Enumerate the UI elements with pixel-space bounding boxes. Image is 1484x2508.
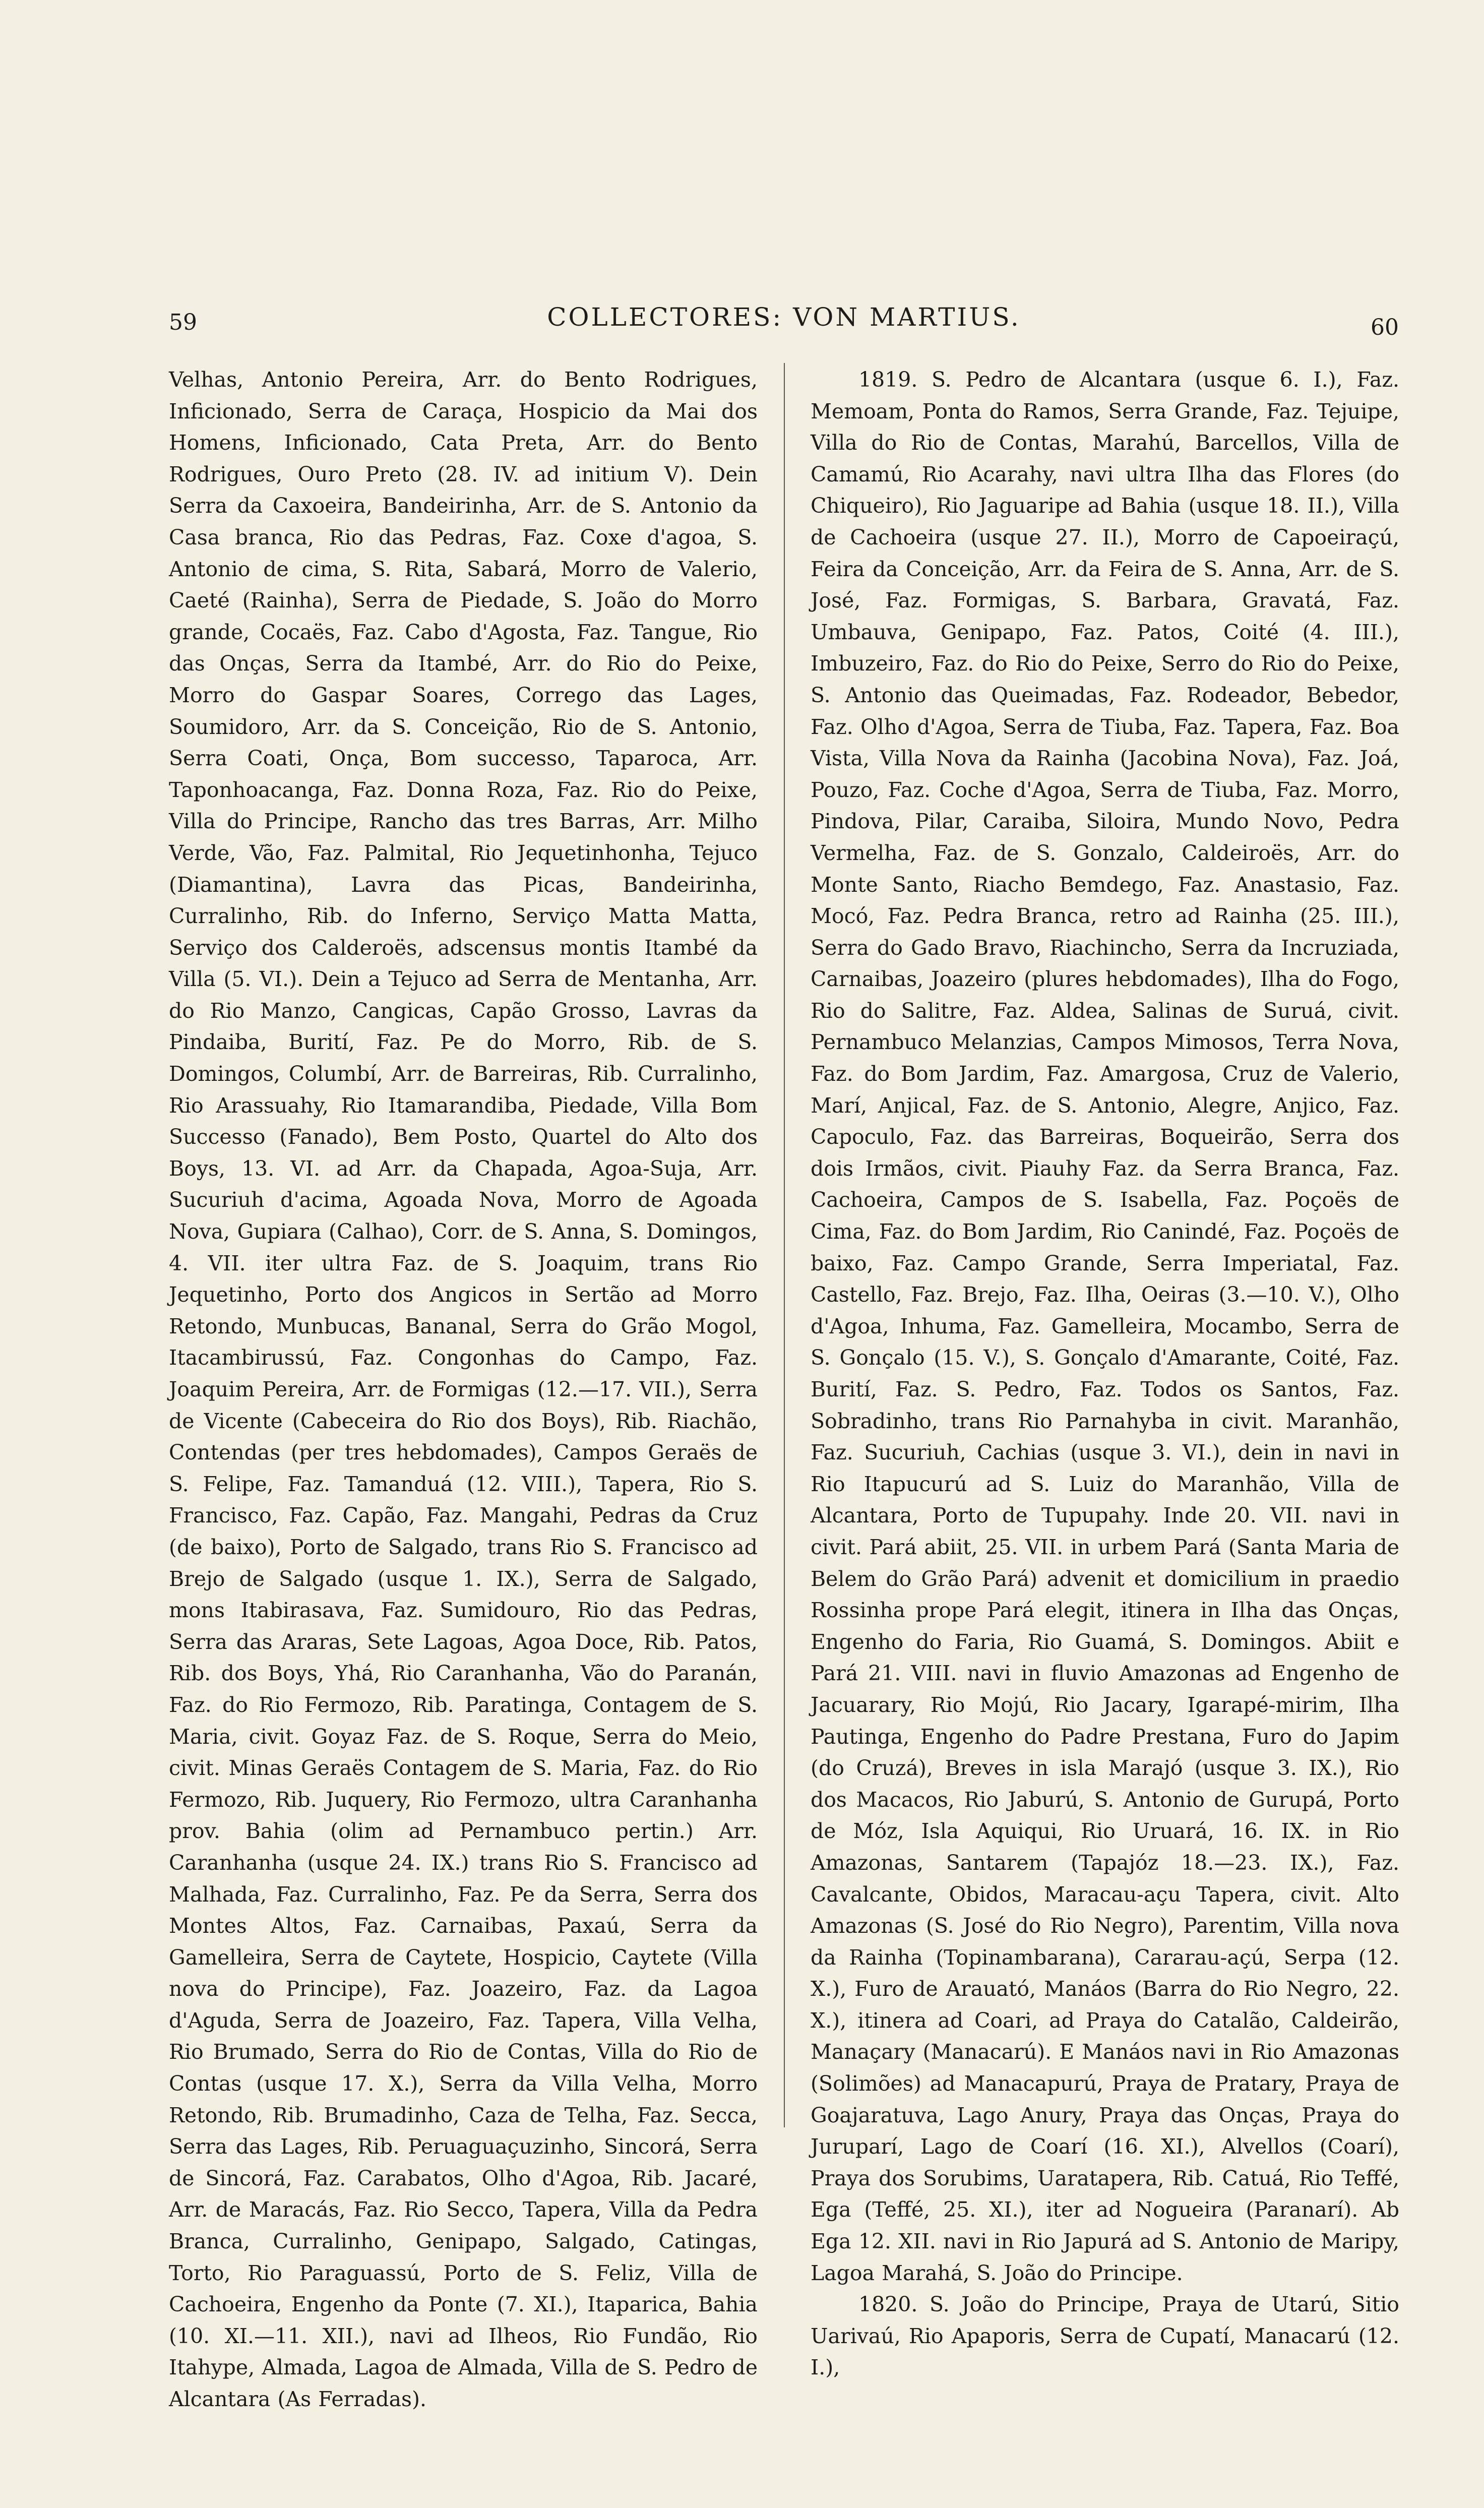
right-column <box>811 364 1399 2383</box>
running-head: COLLECTORES: VON MARTIUS. <box>547 302 1021 332</box>
right-page-number: 60 <box>1371 315 1399 340</box>
column-divider <box>784 363 785 2127</box>
right-paragraph-1819: 1819. S. Pedro de Alcantara (usque 6. I.), Faz. Memoam, Ponta do Ramos, Serra Grande, Faz. Tejuipe, Villa do Rio de Contas, Marahú, Barcellos, Villa de Camamú, Rio Acarahy, navi ultra Ilha das Flores (do Chiqueiro), Rio Jaguaripe ad Bahia (usque 18. II.), Villa de Cachoeira (usque 27. II.), Morro de Capoeiraçú, Feira da Conceição, Arr. da Feira de S. Anna, Arr. de S. José, Faz. Formigas, S. Barbara, Gravatá, Faz. Umbauva, Genipapo, Faz. Patos, Coité (4. III.), Imbuzeiro, Faz. do Rio do Peixe, Serro do Rio do Peixe, S. Antonio das Queimadas, Faz. Rodeador, Bebedor, Faz. Olho d'Agoa, Serra de Tiuba, Faz. Tapera, Faz. Boa Vista, Villa Nova da Rainha (Jacobina Nova), Faz. Joá, Pouzo, Faz. Coche d'Agoa, Serra de Tiuba, Faz. Morro, Pindova, Pilar, Caraiba, Siloira, Mundo Novo, Pedra Vermelha, Faz. de S. Gonzalo, Caldeiroës, Arr. do Monte Santo, Riacho Bemdego, Faz. Anastasio, Faz. Mocó, Faz. Pedra Branca, retro ad Rainha (25. III.), Serra do Gado Bravo, Riachincho, Serra da Incruziada, Carnaibas, Joazeiro (plures hebdomades), Ilha do Fogo, Rio do Salitre, Faz. Aldea, Salinas de Suruá, civit. Pernambuco Melanzias, Campos Mimosos, Terra Nova, Faz. do Bom Jardim, Faz. Amargosa, Cruz de Valerio, Marí, Anjical, Faz. de S. Antonio, Alegre, Anjico, Faz. Capoculo, Faz. das Barreiras, Boqueirão, Serra dos dois Irmãos, civit. Piauhy Faz. da Serra Branca, Faz. Cachoeira, Campos de S. Isabella, Faz. Poçoës de Cima, Faz. do Bom Jardim, Rio Canindé, Faz. Poçoës de baixo, Faz. Campo Grande, Serra Imperiatal, Faz. Castello, Faz. Brejo, Faz. Ilha, Oeiras (3.—10. V.), Olho d'Agoa, Inhuma, Faz. Gamelleira, Mocambo, Serra de S. Gonçalo (15. V.), S. Gonçalo d'Amarante, Coité, Faz. Burití, Faz. S. Pedro, Faz. Todos os Santos, Faz. Sobradinho, trans Rio Parnahyba in civit. Maranhão, Faz. Sucuriuh, Cachias (usque 3. VI.), dein in navi in Rio Itapucurú ad S. Luiz do Maranhão, Villa de Alcantara, Porto de Tupupahy. Inde 20. VII. navi in civit. Pará abiit, 25. VII. in urbem Pará (Santa Maria de Belem do Grão Pará) advenit et domicilium in praedio Rossinha prope Pará elegit, itinera in Ilha das Onças, Engenho do Faria, Rio Guamá, S. Domingos. Abiit e Pará 21. VIII. navi in fluvio Amazonas ad Engenho de Jacuarary, Rio Mojú, Rio Jacary, Igarapé-mirim, Ilha Pautinga, Engenho do Padre Prestana, Furo do Japim (do Cruzá), Breves in isla Marajó (usque 3. IX.), Rio dos Macacos, Rio Jaburú, S. Antonio de Gurupá, Porto de Móz, Isla Aquiqui, Rio Uruará, 16. IX. in Rio Amazonas, Santarem (Tapajóz 18.—23. IX.), Faz. Cavalcante, Obidos, Maracau-açu Tapera, civit. Alto Amazonas (S. José do Rio Negro), Parentim, Villa nova da Rainha (Topinambarana), Cararau-açú, Serpa (12. X.), Furo de Arauató, Manáos (Barra do Rio Negro, 22. X.), itinera ad Coari, ad Praya do Catalão, Caldeirão, Manaçary (Manacarú). E Manáos navi in Rio Amazonas (Solimões) ad Manacapurú, Praya de Pratary, Praya de Goajaratuva, Lago Anury, Praya das Onças, Praya do Juruparí, Lago de Coarí (16. XI.), Alvellos (Coarí), Praya dos Sorubims, Uaratapera, Rib. Catuá, Rio Teffé, Ega (Teffé, 25. XI.), iter ad Nogueira (Paranarí). Ab Ega 12. XII. navi in Rio Japurá ad S. Antonio de Maripy, Lagoa Marahá, S. João do Principe. <box>811 368 1399 2285</box>
left-paragraph: Velhas, Antonio Pereira, Arr. do Bento Rodrigues, Inficionado, Serra de Caraça, Hospicio da Mai dos Homens, Inficionado, Cata Preta, Arr. do Bento Rodrigues, Ouro Preto (28. IV. ad initium V). Dein Serra da Caxoeira, Bandeirinha, Arr. de S. Antonio da Casa branca, Rio das Pedras, Faz. Coxe d'agoa, S. Antonio de cima, S. Rita, Sabará, Morro de Valerio, Caeté (Rainha), Serra de Piedade, S. João do Morro grande, Cocaës, Faz. Cabo d'Agosta, Faz. Tangue, Rio das Onças, Serra da Itambé, Arr. do Rio do Peixe, Morro do Gaspar Soares, Corrego das Lages, Soumidoro, Arr. da S. Conceição, Rio de S. Antonio, Serra Coati, Onça, Bom successo, Taparoca, Arr. Taponhoacanga, Faz. Donna Roza, Faz. Rio do Peixe, Villa do Principe, Rancho das tres Barras, Arr. Milho Verde, Vão, Faz. Palmital, Rio Jequetinhonha, Tejuco (Diamantina), Lavra das Picas, Bandeirinha, Curralinho, Rib. do Inferno, Serviço Matta Matta, Serviço dos Calderoës, adscensus montis Itambé da Villa (5. VI.). Dein a Tejuco ad Serra de Mentanha, Arr. do Rio Manzo, Cangicas, Capão Grosso, Lavras da Pindaiba, Burití, Faz. Pe do Morro, Rib. de S. Domingos, Columbí, Arr. de Barreiras, Rib. Curralinho, Rio Arassuahy, Rio Itamarandiba, Piedade, Villa Bom Successo (Fanado), Bem Posto, Quartel do Alto dos Boys, 13. VI. ad Arr. da Chapada, Agoa-Suja, Arr. Sucuriuh d'acima, Agoada Nova, Morro de Agoada Nova, Gupiara (Calhao), Corr. de S. Anna, S. Domingos, 4. VII. iter ultra Faz. de S. Joaquim, trans Rio Jequetinho, Porto dos Angicos in Sertão ad Morro Retondo, Munbucas, Bananal, Serra do Grão Mogol, Itacambirussú, Faz. Congonhas do Campo, Faz. Joaquim Pereira, Arr. de Formigas (12.—17. VII.), Serra de Vicente (Cabeceira do Rio dos Boys), Rib. Riachão, Contendas (per tres hebdomades), Campos Geraës de S. Felipe, Faz. Tamanduá (12. VIII.), Tapera, Rio S. Francisco, Faz. Capão, Faz. Mangahi, Pedras da Cruz (de baixo), Porto de Salgado, trans Rio S. Francisco ad Brejo de Salgado (usque 1. IX.), Serra de Salgado, mons Itabirasava, Faz. Sumidouro, Rio das Pedras, Serra das Araras, Sete Lagoas, Agoa Doce, Rib. Patos, Rib. dos Boys, Yhá, Rio Caranhanha, Vão do Paranán, Faz. do Rio Fermozo, Rib. Paratinga, Contagem de S. Maria, civit. Goyaz Faz. de S. Roque, Serra do Meio, civit. Minas Geraës Contagem de S. Maria, Faz. do Rio Fermozo, Rib. Juquery, Rio Fermozo, ultra Caranhanha prov. Bahia (olim ad Pernambuco pertin.) Arr. Caranhanha (usque 24. IX.) trans Rio S. Francisco ad Malhada, Faz. Curralinho, Faz. Pe da Serra, Serra dos Montes Altos, Faz. Carnaibas, Paxaú, Serra da Gamelleira, Serra de Caytete, Hospicio, Caytete (Villa nova do Principe), Faz. Joazeiro, Faz. da Lagoa d'Aguda, Serra de Joazeiro, Faz. Tapera, Villa Velha, Rio Brumado, Serra do Rio de Contas, Villa do Rio de Contas (usque 17. X.), Serra da Villa Velha, Morro Retondo, Rib. Brumadinho, Caza de Telha, Faz. Secca, Serra das Lages, Rib. Peruaguaçuzinho, Sincorá, Serra de Sincorá, Faz. Carabatos, Olho d'Agoa, Rib. Jacaré, Arr. de Maracás, Faz. Rio Secco, Tapera, Villa da Pedra Branca, Curralinho, Genipapo, Salgado, Catingas, Torto, Rio Paraguassú, Porto de S. Feliz, Villa de Cachoeira, Engenho da Ponte (7. XI.), Itaparica, Bahia (10. XI.—11. XII.), navi ad Ilheos, Rio Fundão, Rio Itahype, Almada, Lagoa de Almada, Villa de S. Pedro de Alcantara (As Ferradas). <box>169 368 758 2411</box>
right-paragraph-1820: 1820. S. João do Principe, Praya de Utarú, Sitio Uarivaú, Rio Apaporis, Serra de Cupatí, Manacarú (12. I.), <box>811 2292 1399 2380</box>
page-header <box>169 302 1399 343</box>
left-page-number: 59 <box>169 310 197 335</box>
left-column <box>169 364 758 2415</box>
